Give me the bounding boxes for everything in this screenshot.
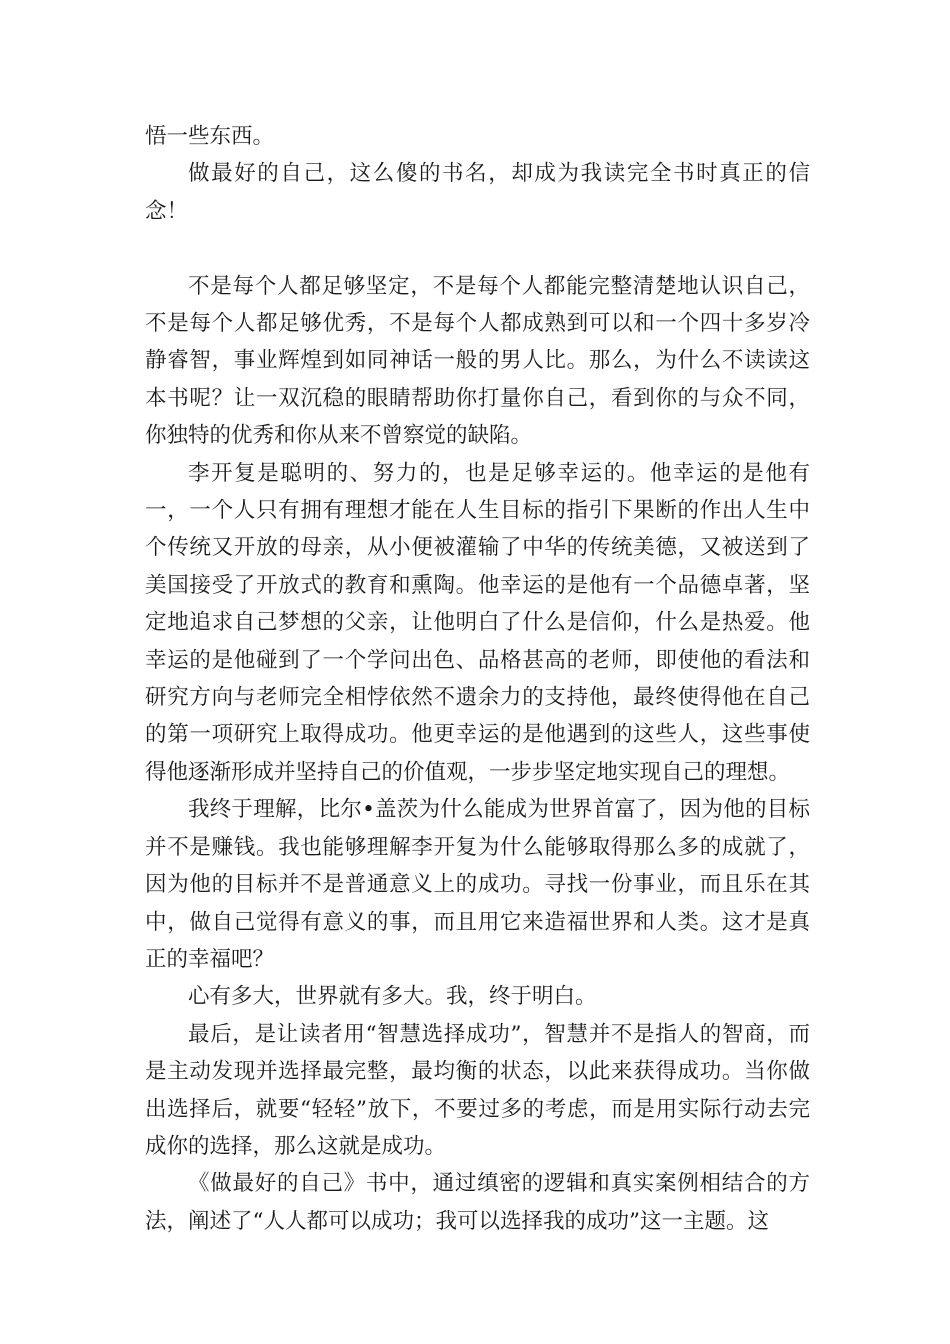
paragraph-book-theme: 《做最好的自己》书中，通过缜密的逻辑和真实案例相结合的方法，阐述了“人人都可以成功；我可以选择我的成功”这一主题。这 [145,1171,810,1234]
paragraph-reasons-to-read: 不是每个人都足够坚定，不是每个人都能完整清楚地认识自己，不是每个人都足够优秀，不是每个人都成熟到可以和一个四十多岁冷静睿智，事业辉煌到如同神话一般的男人比。那么，为什么不读读这本书呢？让一双沉稳的眼睛帮助你打量你自己，看到你的与众不同，你独特的优秀和你从来不曾察觉的缺陷。 [145,273,810,449]
paragraph-understanding: 我终于理解，比尔•盖茨为什么能成为世界首富了，因为他的目标并不是赚钱。我也能够理解李开复为什么能够取得那么多的成就了，因为他的目标并不是普通意义上的成功。寻找一份事业，而且乐在其中，做自己觉得有意义的事，而且用它来造福世界和人类。这才是真正的幸福吧？ [145,797,810,972]
paragraph-continuation: 悟一些东西。 [145,124,275,149]
paragraph-wisdom-choice: 最后，是让读者用“智慧选择成功”，智慧并不是指人的智商，而是主动发现并选择最完整，最均衡的状态，以此来获得成功。当你做出选择后，就要“轻轻”放下，不要过多的考虑，而是用实际行动去完成你的选择，那么这就是成功。 [145,1021,810,1159]
paragraph-heart-world: 心有多大，世界就有多大。我，终于明白。 [188,984,597,1010]
paragraph-belief: 做最好的自己，这么傻的书名，却成为我读完全书时真正的信念！ [145,161,810,224]
paragraph-gap [145,230,810,267]
body-text [145,118,810,1240]
paragraph-lee-kaifu-fortune: 李开复是聪明的、努力的，也是足够幸运的。他幸运的是他有一，一个人只有拥有理想才能在人生目标的指引下果断的作出人生中个传统又开放的母亲，从小便被灌输了中华的传统美德，又被送到了美国接受了开放式的教育和熏陶。他幸运的是他有一个品德卓著，坚定地追求自己梦想的父亲，让他明白了什么是信仰，什么是热爱。他幸运的是他碰到了一个学问出色、品格甚高的老师，即使他的看法和研究方向与老师完全相悖依然不遗余力的支持他，最终使得他在自己的第一项研究上取得成功。他更幸运的是他遇到的这些人，这些事使得他逐渐形成并坚持自己的价值观，一步步坚定地实现自己的理想。 [145,460,810,785]
